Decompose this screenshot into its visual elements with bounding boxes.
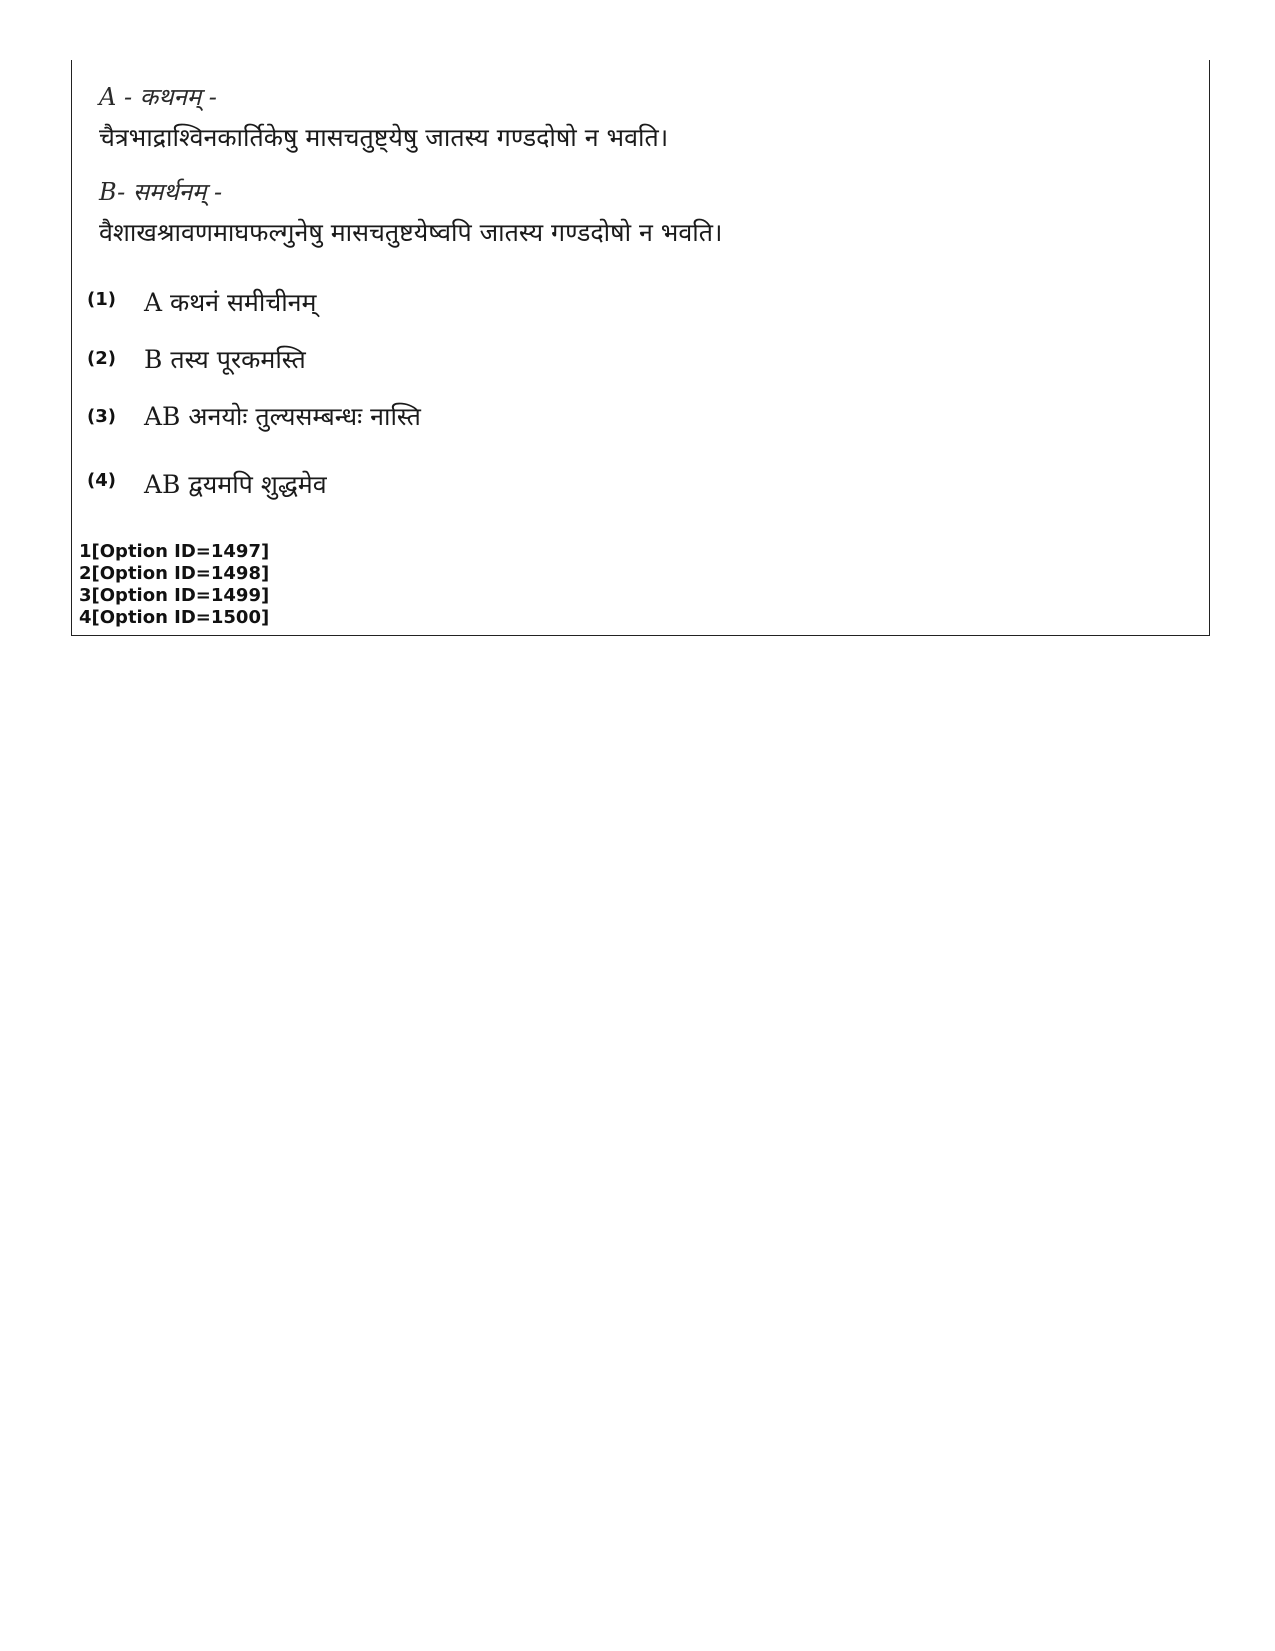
option-number: (2) bbox=[87, 348, 116, 369]
statement-a-heading: A - कथनम् - bbox=[99, 83, 217, 111]
statement-b-heading: B- समर्थनम् - bbox=[99, 178, 223, 206]
option-text: AB अनयोः तुल्यसम्बन्धः नास्ति bbox=[144, 402, 421, 431]
option-number: (4) bbox=[87, 470, 116, 491]
option-id-1: 1[Option ID=1497] bbox=[79, 541, 270, 562]
option-number: (1) bbox=[87, 289, 116, 310]
option-text: A कथनं समीचीनम् bbox=[144, 288, 317, 317]
option-id-list bbox=[79, 541, 269, 629]
statement-a-text: चैत्रभाद्राश्विनकार्तिकेषु मासचतुष्ट्येषु जातस्य गण्डदोषो न भवति। bbox=[99, 123, 669, 152]
option-id-2: 2[Option ID=1498] bbox=[79, 563, 270, 584]
option-id-3: 3[Option ID=1499] bbox=[79, 585, 270, 606]
option-text: B तस्य पूरकमस्ति bbox=[144, 345, 306, 374]
option-text: AB द्वयमपि शुद्धमेव bbox=[144, 470, 327, 499]
statement-b-text: वैशाखश्रावणमाघफल्गुनेषु मासचतुष्टयेष्वपि जातस्य गण्डदोषो न भवति। bbox=[99, 218, 723, 247]
option-id-4: 4[Option ID=1500] bbox=[79, 607, 270, 628]
option-number: (3) bbox=[87, 406, 116, 427]
question-box bbox=[71, 60, 1210, 636]
